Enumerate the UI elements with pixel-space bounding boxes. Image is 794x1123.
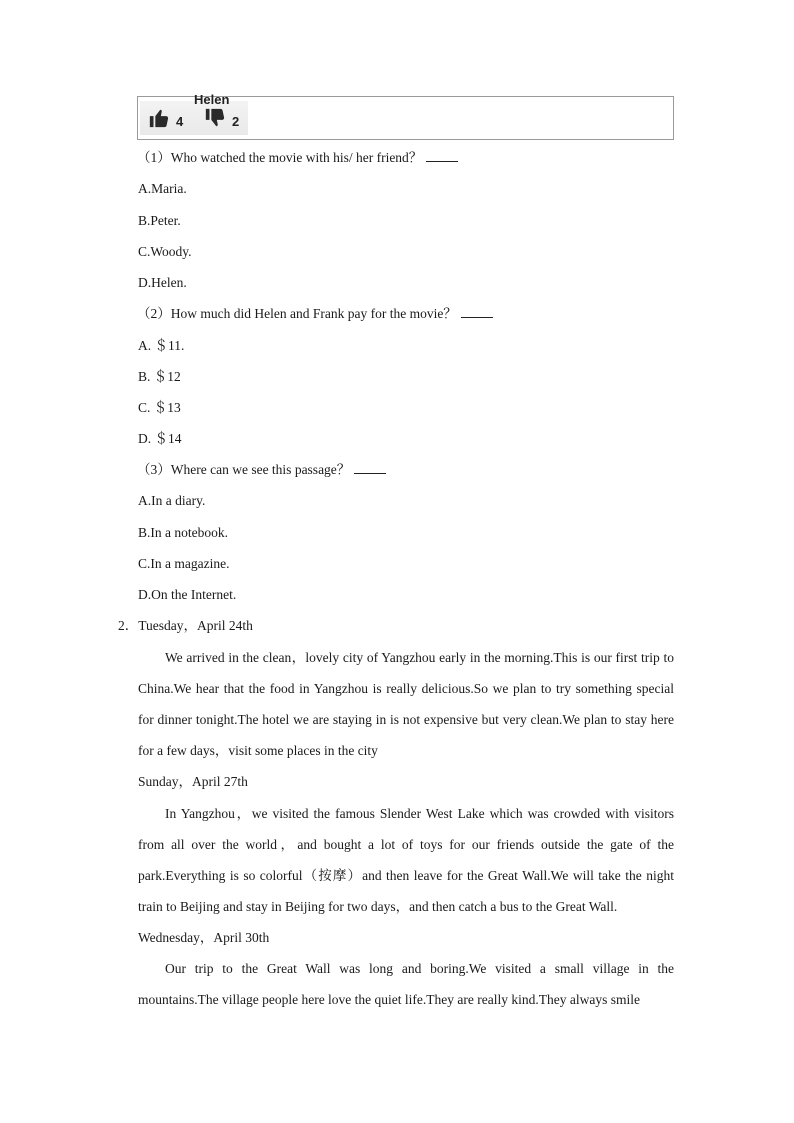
diary-paragraph-1: [138, 642, 674, 766]
answer-blank: [426, 149, 458, 162]
entry-date-2: Sunday，April 27th: [138, 774, 248, 789]
question-1-prompt: （1）Who watched the movie with his/ her friend？: [137, 150, 423, 165]
cropped-name-text: Helen: [194, 92, 230, 107]
q3-option-b: B.In a notebook.: [138, 525, 228, 540]
question-2-prompt: （2）How much did Helen and Frank pay for the movie？: [137, 306, 457, 321]
q2-option-d: D. ＄14: [138, 431, 182, 446]
dislike-count: 2: [232, 114, 240, 129]
q3-option-a: A.In a diary.: [138, 493, 206, 508]
question-2: [137, 305, 493, 323]
like-vote: [148, 107, 183, 129]
q1-option-c: C.Woody.: [138, 244, 192, 259]
q3-option-c: C.In a magazine.: [138, 556, 230, 571]
entry-date: Tuesday，April 24th: [138, 618, 253, 633]
q1-option-b: B.Peter.: [138, 213, 181, 228]
section-2-heading: [118, 617, 253, 635]
diary-paragraph-3: [138, 953, 674, 1015]
question-3-prompt: （3）Where can we see this passage？: [137, 462, 351, 477]
thumbs-up-icon: [148, 107, 170, 129]
paragraph-text: In Yangzhou，we visited the famous Slender West Lake which was crowded with visitors from all over the world，and bought a lot of toys for our friends outside the gate of the park.Everything is so colorful（按摩）and then leave for the Great Wall.We will take the night train to Beijing and stay in Beijing for two days，and then catch a bus to the Great Wall.: [138, 806, 674, 914]
dislike-vote: [204, 107, 239, 129]
diary-paragraph-2: [138, 798, 674, 922]
paragraph-text: Our trip to the Great Wall was long and boring.We visited a small village in the mountains.The village people here love the quiet life.They are really kind.They always smile: [138, 961, 674, 1007]
q2-option-b: B. ＄12: [138, 369, 181, 384]
q1-option-d: D.Helen.: [138, 275, 187, 290]
image-frame: [137, 92, 674, 140]
paragraph-text: We arrived in the clean，lovely city of Yangzhou early in the morning.This is our first trip to China.We hear that the food in Yangzhou is really delicious.So we plan to try something special for dinner tonight.The hotel we are staying in is not expensive but very clean.We plan to stay here for a few days，visit some places in the city: [138, 650, 674, 758]
section-number: 2．: [118, 618, 139, 633]
answer-blank: [354, 461, 386, 474]
q3-option-d: D.On the Internet.: [138, 587, 237, 602]
q2-option-c: C. ＄13: [138, 400, 181, 415]
thumbs-down-icon: [204, 107, 226, 129]
q2-option-a: A. ＄11.: [138, 338, 185, 353]
vote-widget: [140, 92, 248, 135]
answer-blank: [461, 305, 493, 318]
q1-option-a: A.Maria.: [138, 181, 187, 196]
entry-date-3: Wednesday，April 30th: [138, 930, 270, 945]
question-1: [137, 149, 458, 167]
question-3: [137, 461, 386, 479]
like-count: 4: [176, 114, 184, 129]
